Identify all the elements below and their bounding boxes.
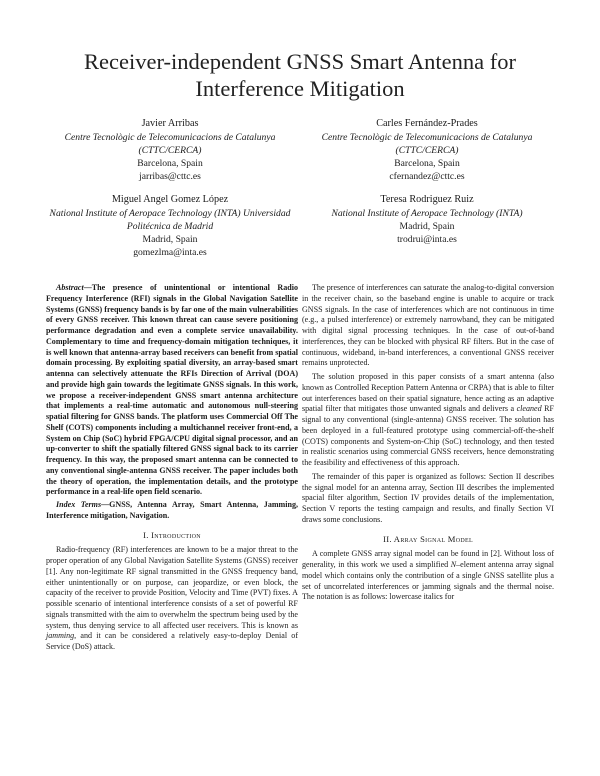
index-terms-label: Index Terms <box>56 500 102 509</box>
author-affiliation: National Institute of Aeropace Technology (INTA) Universidad Politécnica de Madrid <box>49 208 291 232</box>
author-email: gomezlma@inta.es <box>133 247 207 258</box>
intro-paragraph-1: Radio-frequency (RF) interferences are known to be a major threat to the proper operation of any Global Navigation Satellite Systems (GNSS) receiver [1]. Any non-legitimate RF signal transmitted in the GNSS frequency band, either unintentionally or on purpose, can jeopardize, or even block, the capacity of the receiver to provide Position, Velocity and Time (PVT) fixes. A possible scenario of intentional interference consists of a set of powerful RF signals transmitted with the aim to overwhelm the spectrum being used by the system, thus denying service to all affected user receivers. This is known as jamming, and it can be considered a relatively easy-to-deploy Denial of Service (DoS) attack. <box>46 545 298 651</box>
author-name: Teresa Rodriguez Ruiz <box>380 194 474 205</box>
author-block-1 <box>35 117 305 183</box>
author-location: Barcelona, Spain <box>394 158 460 169</box>
author-block-2 <box>292 117 562 183</box>
abstract-label: Abstract— <box>56 283 92 292</box>
body-paragraph-organization: The remainder of this paper is organized as follows: Section II describes the signal model for an antenna array, Section III describes the implemented spacial filter algorithm, Section IV provides details of the implementation, Section V reports the testing campaign and results, and finally Section VI draws some conclusions. <box>302 471 554 524</box>
author-affiliation: Centre Tecnològic de Telecomunicacions de Catalunya (CTTC/CERCA) <box>64 132 276 156</box>
author-location: Madrid, Spain <box>399 221 455 232</box>
author-location: Barcelona, Spain <box>137 158 203 169</box>
author-email: cfernandez@cttc.es <box>389 171 465 182</box>
section-heading-introduction: I. Introduction <box>143 529 201 540</box>
author-name: Carles Fernández-Prades <box>376 118 478 129</box>
author-block-4 <box>292 193 562 246</box>
index-terms-text: —GNSS, Antenna Array, Smart Antenna, Jamming, Interference mitigation, Navigation. <box>46 500 298 520</box>
right-column <box>302 283 554 603</box>
body-paragraph-signal-model: A complete GNSS array signal model can be found in [2]. Without loss of generality, in this work we used a simplified N–element antenna array signal model which contains only the contribution of a single GNSS satellite plus a set of uncorrelated interferences or jamming signals and the thermal noise. The notation is as follows: lowercase italics for <box>302 549 555 602</box>
abstract <box>46 283 298 498</box>
paper-title: Receiver-independent GNSS Smart Antenna for Interference Mitigation <box>84 49 516 101</box>
abstract-text: The presence of unintentional or intentional Radio Frequency Interference (RFI) signals in the Global Navigation Satellite Systems (GNSS) frequency bands is by far one of the main vulnerabilities of every GNSS receiver. This known threat can cause severe positioning performance degradation and even a complete service unavailability. Complementary to time and frequency-domain mitigation techniques, it is well known that antenna-array based receivers can benefit from spatial domain processing. By exploiting spatial diversity, an array-based smart antenna can selectively attenuate the RFIs Direction of Arrival (DOA) and provide high gain towards the legitimate GNSS signals. In this work, we propose a receiver-independent GNSS smart antenna architecture that implements a real-time automatic and autonomous null-steering spatial filtering for GNSS bands. The platform uses Commercial Off The Shelf (COTS) components including a multichannel receiver front-end, a System on Chip (SoC) hybrid FPGA/CPU digital signal processor, and an up-converter to shift the spatially filtered GNSS signal back to its carrier frequency. In this way, the proposed smart antenna can be connected to any conventional single-antenna GNSS receiver. The paper includes both the theory of operation, the implementation details, and the prototype performance in a real-life open field scenario. <box>46 283 298 497</box>
author-location: Madrid, Spain <box>142 234 198 245</box>
author-affiliation: Centre Tecnològic de Telecomunicacions de Catalunya (CTTC/CERCA) <box>321 132 533 156</box>
left-column <box>46 283 298 653</box>
index-terms <box>46 500 298 522</box>
author-email: jarribas@cttc.es <box>139 171 201 182</box>
author-block-3 <box>35 193 305 259</box>
author-name: Javier Arribas <box>141 118 199 129</box>
author-name: Miguel Angel Gomez López <box>111 194 229 205</box>
author-email: trodrui@inta.es <box>397 234 457 245</box>
body-paragraph-interference: The presence of interferences can saturate the analog-to-digital conversion in the receiver chain, so the baseband engine is unable to acquire or track GNSS signals. In the case of interferences which are not continuous in time (e.g., a pulsed interference) or extremely narrowband, they can be mitigated with digital signal processing techniques. In the case of out-of-band interferences, they can be blocked with physical RF filters. But in the case of continuous, wideband, in-band interferences, a conventional GNSS receiver remains unprotected. <box>302 283 554 368</box>
body-paragraph-solution: The solution proposed in this paper consists of a smart antenna (also known as Controlled Reception Pattern Antenna or CRPA) that is able to filter out interferences based on their spatial signature, hence acting as an adaptive spatial filter that mitigates those unwanted signals and delivers a cleaned RF signal to any conventional (single-antenna) GNSS receiver. The solution has been deployed in a full-featured prototype using commercial-off-the-shelf (COTS) components and System-on-Chip (SoC) technology, and then tested in realistic scenarios using commercial GNSS receivers, hence demonstrating the feasibility and effectiveness of this approach. <box>302 372 554 467</box>
author-affiliation: National Institute of Aeropace Technology (INTA) <box>331 208 523 219</box>
section-heading-array-signal-model: II. Array Signal Model <box>383 533 473 544</box>
